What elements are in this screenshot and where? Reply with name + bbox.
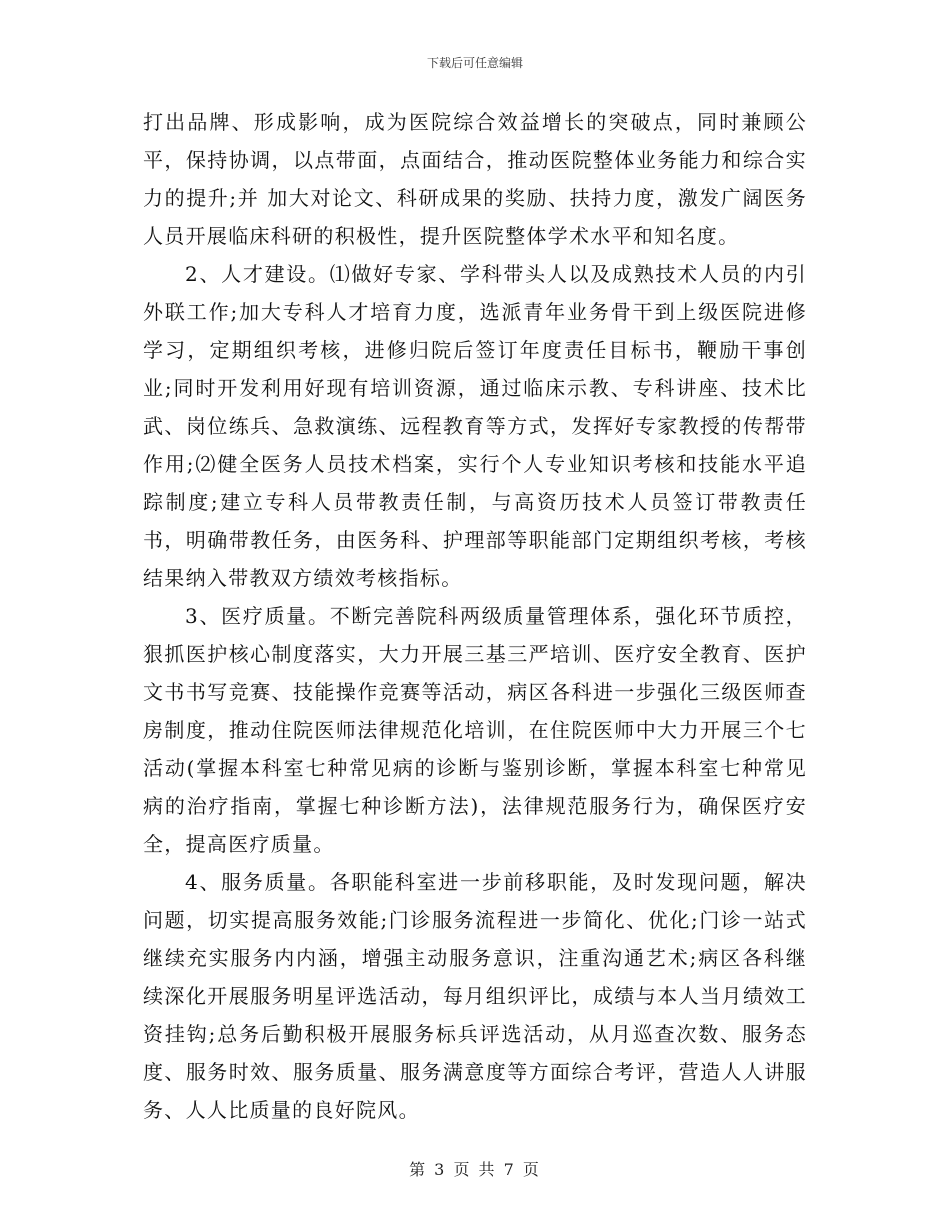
paragraph-continuation: 打出品牌、形成影响，成为医院综合效益增长的突破点，同时兼顾公平，保持协调，以点带面，点面结合，推动医院整体业务能力和综合实力的提升;并 加大对论文、科研成果的奖励、扶持力度，激发广阔医务人员开展临床科研的积极性，提升医院整体学术水平和知名度。 <box>143 110 807 248</box>
paragraph-talent-building: 2、人才建设。⑴做好专家、学科带头人以及成熟技术人员的内引外联工作;加大专科人才培育力度，选派青年业务骨干到上级医院进修学习，定期组织考核，进修归院后签订年度责任目标书，鞭励干事创业;同时开发利用好现有培训资源，通过临床示教、专科讲座、技术比武、岗位练兵、急救演练、远程教育等方式，发挥好专家教授的传帮带作用;⑵健全医务人员技术档案，实行个人专业知识考核和技能水平追踪制度;建立专科人员带教责任制，与高资历技术人员签订带教责任书，明确带教任务，由医务科、护理部等职能部门定期组织考核，考核结果纳入带教双方绩效考核指标。 <box>143 262 807 590</box>
paragraph-service-quality: 4、服务质量。各职能科室进一步前移职能，及时发现问题，解决问题，切实提高服务效能;门诊服务流程进一步简化、优化;门诊一站式继续充实服务内内涵，增强主动服务意识，注重沟通艺术;病区各科继续深化开展服务明星评选活动，每月组织评比，成绩与本人当月绩效工资挂钩;总务后勤积极开展服务标兵评选活动，从月巡查次数、服务态度、服务时效、服务质量、服务满意度等方面综合考评，营造人人讲服务、人人比质量的良好院风。 <box>143 870 807 1122</box>
page-header: 下载后可任意编辑 <box>426 56 523 70</box>
paragraph-medical-quality: 3、医疗质量。不断完善院科两级质量管理体系，强化环节质控，狠抓医护核心制度落实，大力开展三基三严培训、医疗安全教育、医护文书书写竞赛、技能操作竞赛等活动，病区各科进一步强化三级医师查房制度，推动住院医师法律规范化培训，在住院医师中大力开展三个七活动(掌握本科室七种常见病的诊断与鉴别诊断，掌握本科室七种常见病的治疗指南，掌握七种诊断方法)，法律规范服务行为，确保医疗安全，提高医疗质量。 <box>143 604 807 856</box>
document-body <box>143 103 807 1129</box>
page-number-footer: 第 3 页 共 7 页 <box>409 1160 541 1179</box>
